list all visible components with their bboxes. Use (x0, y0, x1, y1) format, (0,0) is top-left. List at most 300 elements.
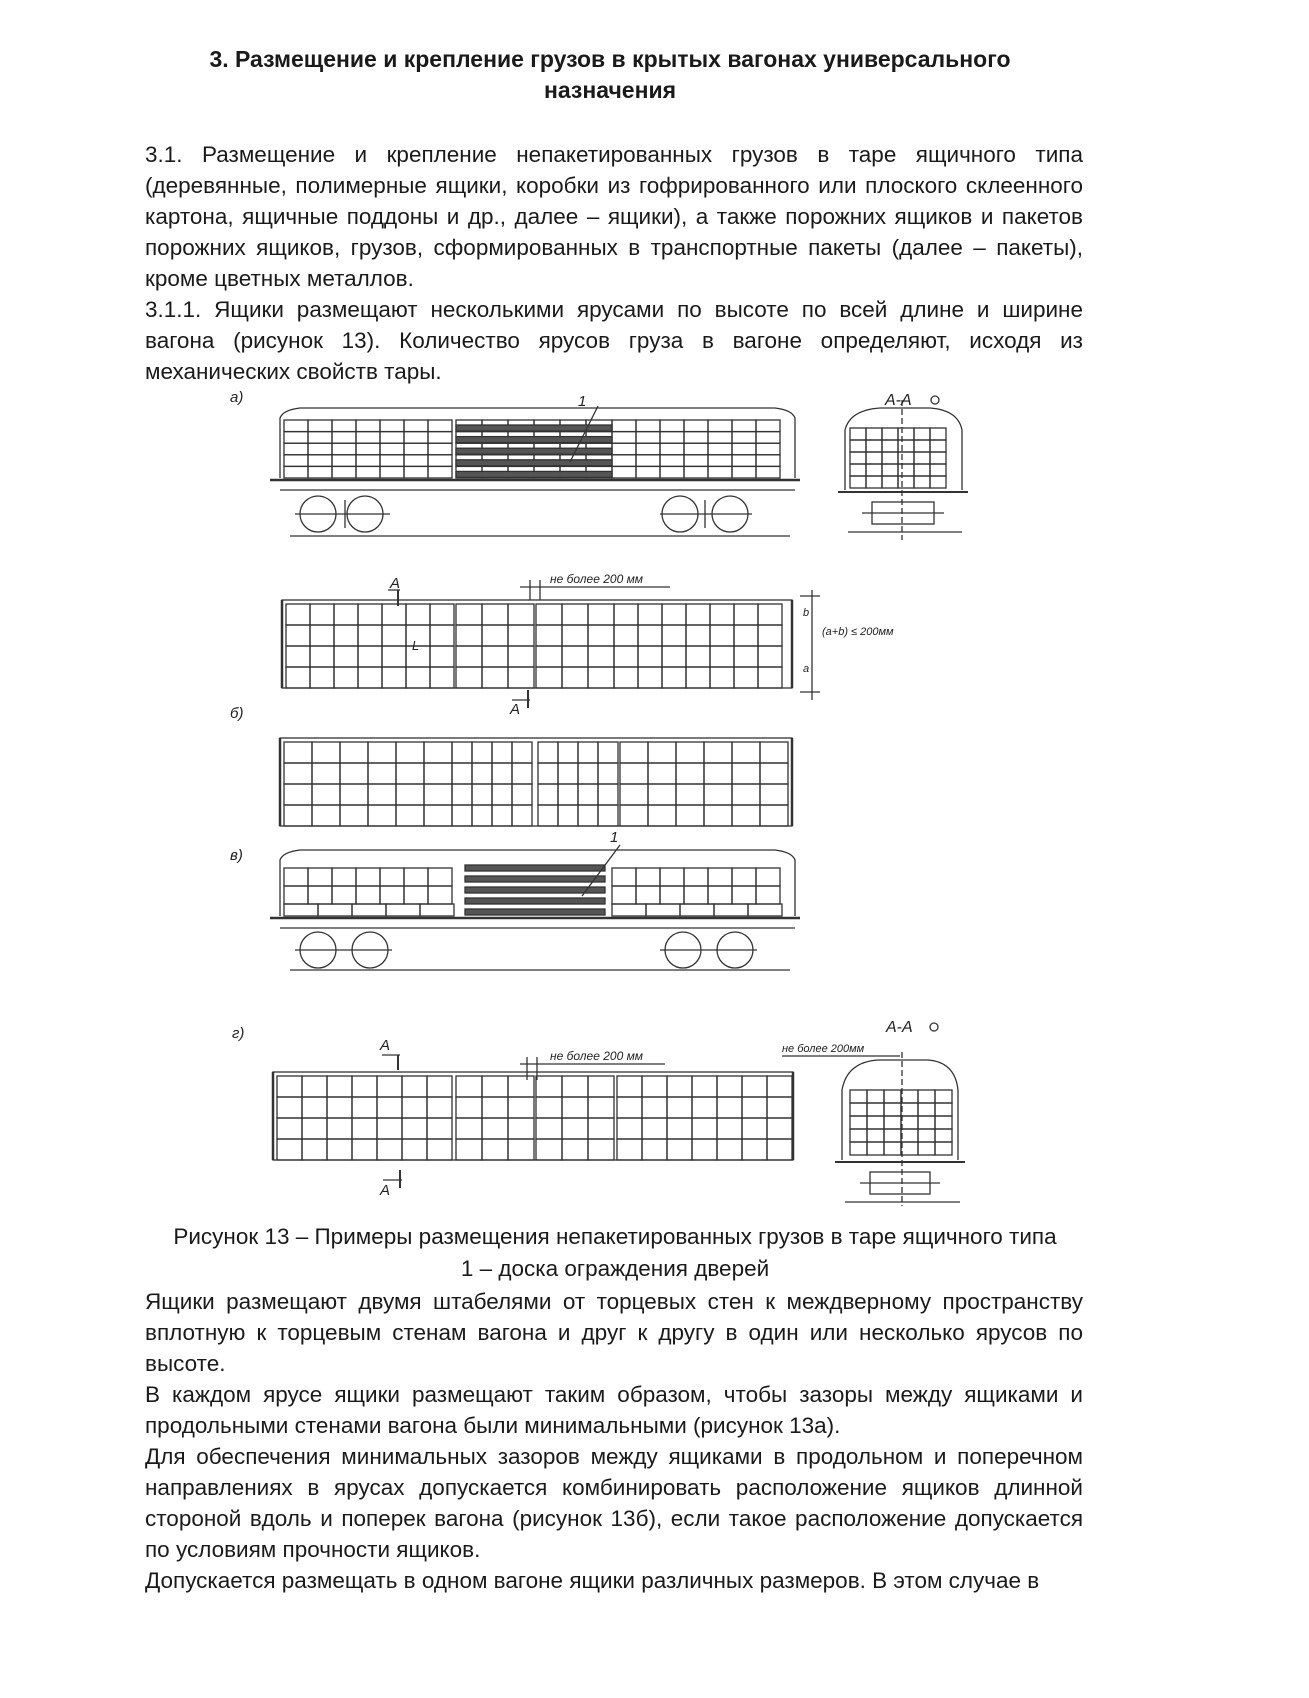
crate (508, 1076, 534, 1097)
crate (312, 763, 340, 784)
crate (638, 604, 662, 625)
panel-label-v: в) (230, 847, 243, 864)
crate (558, 742, 578, 763)
crate (850, 1129, 867, 1142)
crate (692, 1118, 717, 1139)
crate (308, 432, 332, 444)
crate (396, 742, 424, 763)
crate (708, 432, 732, 444)
crate (617, 1139, 642, 1160)
crate (277, 1118, 302, 1139)
crate (508, 1139, 534, 1160)
crate (492, 805, 512, 826)
crate (636, 443, 660, 455)
crate (308, 466, 332, 478)
crate (334, 667, 358, 688)
crate (620, 784, 648, 805)
crate (452, 805, 472, 826)
crate (918, 1129, 935, 1142)
crate (588, 625, 614, 646)
crate (428, 455, 452, 467)
crate (642, 1097, 667, 1118)
crate (930, 440, 946, 452)
crate (732, 868, 756, 886)
crate (935, 1116, 952, 1129)
crate (646, 904, 680, 916)
wagon-plan-view-a (282, 572, 894, 718)
crate (284, 420, 308, 432)
crate (284, 432, 308, 444)
crate (732, 784, 760, 805)
crate (612, 868, 636, 886)
crate (676, 742, 704, 763)
crate (456, 625, 482, 646)
crate (756, 443, 780, 455)
crate (866, 440, 882, 452)
crate (310, 667, 334, 688)
crate (558, 784, 578, 805)
crate (404, 432, 428, 444)
crate (742, 1076, 767, 1097)
section-heading (140, 44, 1080, 106)
crate (277, 1139, 302, 1160)
crate (482, 1097, 508, 1118)
crate (692, 1097, 717, 1118)
crate (286, 604, 310, 625)
wheelset-left (295, 496, 390, 532)
crate (742, 1139, 767, 1160)
crate (562, 1118, 588, 1139)
cut-mark-a-1: А (390, 575, 401, 592)
crate (538, 784, 558, 805)
crate (380, 420, 404, 432)
crate (918, 1103, 935, 1116)
wagon-plan-view-b (280, 738, 792, 826)
crate (492, 763, 512, 784)
crate (901, 1129, 918, 1142)
crate (914, 428, 930, 440)
crate (492, 784, 512, 805)
crate (427, 1139, 452, 1160)
crate (734, 646, 758, 667)
door-board (465, 887, 605, 893)
crate (334, 604, 358, 625)
crate (660, 420, 684, 432)
crate (648, 784, 676, 805)
crate (312, 784, 340, 805)
crate (867, 1142, 884, 1155)
crate (732, 763, 760, 784)
section-view-aa-top (838, 392, 968, 540)
crate (717, 1097, 742, 1118)
crate (732, 886, 756, 904)
crate (352, 1139, 377, 1160)
crate (424, 763, 452, 784)
crate (930, 476, 946, 488)
crate (717, 1076, 742, 1097)
crate (588, 646, 614, 667)
crate (452, 742, 472, 763)
section-crates (850, 428, 946, 488)
crate (710, 625, 734, 646)
crate (884, 1129, 901, 1142)
crate (866, 452, 882, 464)
crate (536, 1118, 562, 1139)
crate (882, 452, 898, 464)
crate (704, 763, 732, 784)
crate (508, 646, 534, 667)
crate (402, 1076, 427, 1097)
crate (866, 464, 882, 476)
crate (424, 805, 452, 826)
crate (636, 455, 660, 467)
door-board (465, 909, 605, 915)
crate (578, 805, 598, 826)
crate (302, 1097, 327, 1118)
wheelset-right-v (660, 932, 757, 968)
crate (420, 904, 454, 916)
crate (758, 604, 782, 625)
crate (850, 440, 866, 452)
plan-crates-g (277, 1076, 792, 1160)
section-view-aa-bottom (782, 1019, 965, 1206)
dim-a: a (803, 663, 810, 675)
crate (472, 784, 492, 805)
crate (482, 1139, 508, 1160)
crate (884, 1090, 901, 1103)
crate (935, 1142, 952, 1155)
crate (386, 904, 420, 916)
crate (482, 646, 508, 667)
crate (310, 625, 334, 646)
crate (612, 443, 636, 455)
crate (327, 1118, 352, 1139)
crate (756, 420, 780, 432)
crate (684, 432, 708, 444)
panel-label-a: а) (230, 390, 244, 406)
crate (748, 904, 782, 916)
crate (562, 604, 588, 625)
crate (704, 784, 732, 805)
crate (758, 625, 782, 646)
crate (380, 868, 404, 886)
crate (406, 604, 430, 625)
crate (612, 904, 646, 916)
crate (660, 455, 684, 467)
crate (662, 646, 686, 667)
crate (340, 784, 368, 805)
crate (898, 464, 914, 476)
door-board (456, 471, 612, 477)
crate (277, 1076, 302, 1097)
crate (686, 667, 710, 688)
crate (717, 1118, 742, 1139)
crate (472, 805, 492, 826)
cut-mark-g-1: А (380, 1037, 391, 1054)
crate (428, 886, 452, 904)
crate (536, 667, 562, 688)
crate (536, 1097, 562, 1118)
panel-label-g: г) (232, 1025, 245, 1042)
crate (424, 784, 452, 805)
crate (377, 1139, 402, 1160)
crate (430, 625, 454, 646)
crate (377, 1097, 402, 1118)
crate (428, 443, 452, 455)
crate (284, 763, 312, 784)
crate (456, 1139, 482, 1160)
crate (642, 1118, 667, 1139)
paragraph-3-1: 3.1. Размещение и крепление непакетированных грузов в таре ящичного типа (деревянные, полимерные ящики, коробки из гофрированного или плоского склеенного картона, ящичные поддоны и др., далее – ящики), а также порожних ящиков и пакетов порожних ящиков, грузов, сформированных в транспортные пакеты (далее – пакеты), кроме цветных металлов. (145, 142, 1083, 291)
crate (667, 1076, 692, 1097)
crate (380, 455, 404, 467)
wheelset-left-v (295, 932, 392, 968)
crate (598, 805, 618, 826)
crate (396, 763, 424, 784)
crate (662, 667, 686, 688)
crate (636, 886, 660, 904)
crate (898, 440, 914, 452)
crate (404, 420, 428, 432)
crate (562, 646, 588, 667)
crate (660, 466, 684, 478)
crate (866, 428, 882, 440)
crate (918, 1116, 935, 1129)
crate (708, 443, 732, 455)
crate (667, 1118, 692, 1139)
crate (614, 646, 638, 667)
crate (667, 1097, 692, 1118)
crate (758, 646, 782, 667)
crate (356, 432, 380, 444)
crate (692, 1139, 717, 1160)
crate (327, 1139, 352, 1160)
crate (284, 443, 308, 455)
plan-crates (286, 604, 782, 688)
crate (638, 646, 662, 667)
crate (452, 784, 472, 805)
crate (312, 742, 340, 763)
crate (380, 886, 404, 904)
crate (617, 1097, 642, 1118)
crate (284, 868, 308, 886)
crate (588, 667, 614, 688)
dim-b: b (803, 607, 810, 619)
crate (286, 667, 310, 688)
crate (660, 432, 684, 444)
crate (482, 1118, 508, 1139)
crate (612, 466, 636, 478)
crate (456, 646, 482, 667)
crate (914, 476, 930, 488)
crate (402, 1139, 427, 1160)
crate (684, 455, 708, 467)
crate (404, 466, 428, 478)
crate (935, 1090, 952, 1103)
caption-line-1: Рисунок 13 – Примеры размещения непакетированных грузов в таре ящичного типа (173, 1224, 1057, 1249)
crate (578, 742, 598, 763)
crate (914, 440, 930, 452)
crate (356, 868, 380, 886)
crate (327, 1076, 352, 1097)
crate (302, 1139, 327, 1160)
crate (684, 420, 708, 432)
crate (686, 625, 710, 646)
crate (380, 466, 404, 478)
door-board (465, 898, 605, 904)
crate (676, 763, 704, 784)
crate (427, 1076, 452, 1097)
door-board (456, 448, 612, 454)
crate (660, 868, 684, 886)
crate (430, 646, 454, 667)
crate (710, 646, 734, 667)
crate (358, 604, 382, 625)
crate (318, 904, 352, 916)
crate (620, 742, 648, 763)
crate (538, 742, 558, 763)
crate (284, 886, 308, 904)
crate (918, 1142, 935, 1155)
crate (680, 904, 714, 916)
crate (456, 604, 482, 625)
crate (732, 443, 756, 455)
crate (714, 904, 748, 916)
crate (614, 604, 638, 625)
crate (578, 763, 598, 784)
crate (472, 742, 492, 763)
crate (710, 667, 734, 688)
crate (850, 1142, 867, 1155)
figure-caption (140, 1221, 1090, 1285)
crate (308, 455, 332, 467)
crate (742, 1097, 767, 1118)
crate (676, 784, 704, 805)
crate (898, 452, 914, 464)
crate (284, 784, 312, 805)
crate (352, 1097, 377, 1118)
crate (708, 886, 732, 904)
crate (850, 428, 866, 440)
heading-line-1: 3. Размещение и крепление грузов в крытых вагонах универсального (209, 46, 1011, 72)
crate (536, 625, 562, 646)
heading-line-2: назначения (543, 77, 677, 103)
crate (684, 886, 708, 904)
crate (898, 428, 914, 440)
figure-13 (0, 390, 1309, 1210)
dim-gap-a: не более 200 мм (550, 572, 644, 586)
crate (284, 466, 308, 478)
crate (427, 1118, 452, 1139)
crate (508, 625, 534, 646)
crate (662, 625, 686, 646)
crate (767, 1118, 792, 1139)
crate (704, 742, 732, 763)
crate (308, 868, 332, 886)
crate (588, 604, 614, 625)
plan-crates-mixed (284, 742, 788, 826)
crate (901, 1090, 918, 1103)
crate (760, 805, 788, 826)
crate (538, 763, 558, 784)
crate (430, 604, 454, 625)
crate (756, 868, 780, 886)
crate (482, 625, 508, 646)
dim-gap-section: не более 200мм (782, 1043, 865, 1055)
crate (512, 742, 532, 763)
crate (867, 1116, 884, 1129)
crate (648, 763, 676, 784)
crate (327, 1097, 352, 1118)
crate (308, 443, 332, 455)
crate (662, 604, 686, 625)
crate (356, 443, 380, 455)
crate-stack-right (612, 420, 780, 478)
crate (358, 646, 382, 667)
crate (756, 455, 780, 467)
wagon-side-view-a (270, 393, 800, 536)
crate (884, 1142, 901, 1155)
paragraph-b1: Ящики размещают двумя штабелями от торцевых стен к междверному пространству вплотную к торцевым стенам вагона и друг к другу в один или несколько ярусов по высоте. (145, 1289, 1083, 1376)
crate (732, 455, 756, 467)
crate (901, 1103, 918, 1116)
crate (308, 886, 332, 904)
crate (380, 443, 404, 455)
paragraph-b2: В каждом ярусе ящики размещают таким образом, чтобы зазоры между ящиками и продольными стенами вагона были минимальными (рисунок 13а). (145, 1382, 1083, 1438)
crate (482, 604, 508, 625)
crate (732, 466, 756, 478)
crate (638, 667, 662, 688)
section-label-aa-2: А-А (886, 1019, 913, 1036)
paragraph-3-1-1: 3.1.1. Ящики размещают несколькими ярусами по высоте по всей длине и ширине вагона (рисунок 13). Количество ярусов груза в вагоне определяют, исходя из механических свойств тары. (145, 297, 1083, 384)
crate (684, 466, 708, 478)
crate (884, 1103, 901, 1116)
paragraph-b3: Для обеспечения минимальных зазоров между ящиками в продольном и поперечном направлениях в ярусах допускается комбинировать расположение ящиков длинной стороной вдоль и поперек вагона (рисунок 13б), если такое расположение допускается по условиям прочности ящиков. (145, 1444, 1083, 1562)
crate (708, 868, 732, 886)
crate (620, 763, 648, 784)
crate (430, 667, 454, 688)
crate (482, 1076, 508, 1097)
crate (684, 868, 708, 886)
crate (340, 742, 368, 763)
mark-l: L (412, 638, 420, 653)
crate (404, 443, 428, 455)
crate (882, 464, 898, 476)
crate (660, 886, 684, 904)
wagon-side-view-v (270, 829, 800, 970)
crate (396, 784, 424, 805)
crate (612, 420, 636, 432)
crate (302, 1118, 327, 1139)
crate (358, 667, 382, 688)
crate (310, 646, 334, 667)
crate (302, 1076, 327, 1097)
crate (850, 452, 866, 464)
crate (648, 742, 676, 763)
crate (914, 452, 930, 464)
crate (334, 625, 358, 646)
crate (684, 443, 708, 455)
crate (598, 784, 618, 805)
crate (562, 1076, 588, 1097)
crate (588, 1076, 614, 1097)
crate (377, 1118, 402, 1139)
crate (424, 742, 452, 763)
crate (901, 1142, 918, 1155)
crate (767, 1139, 792, 1160)
crate (404, 455, 428, 467)
crate (760, 784, 788, 805)
